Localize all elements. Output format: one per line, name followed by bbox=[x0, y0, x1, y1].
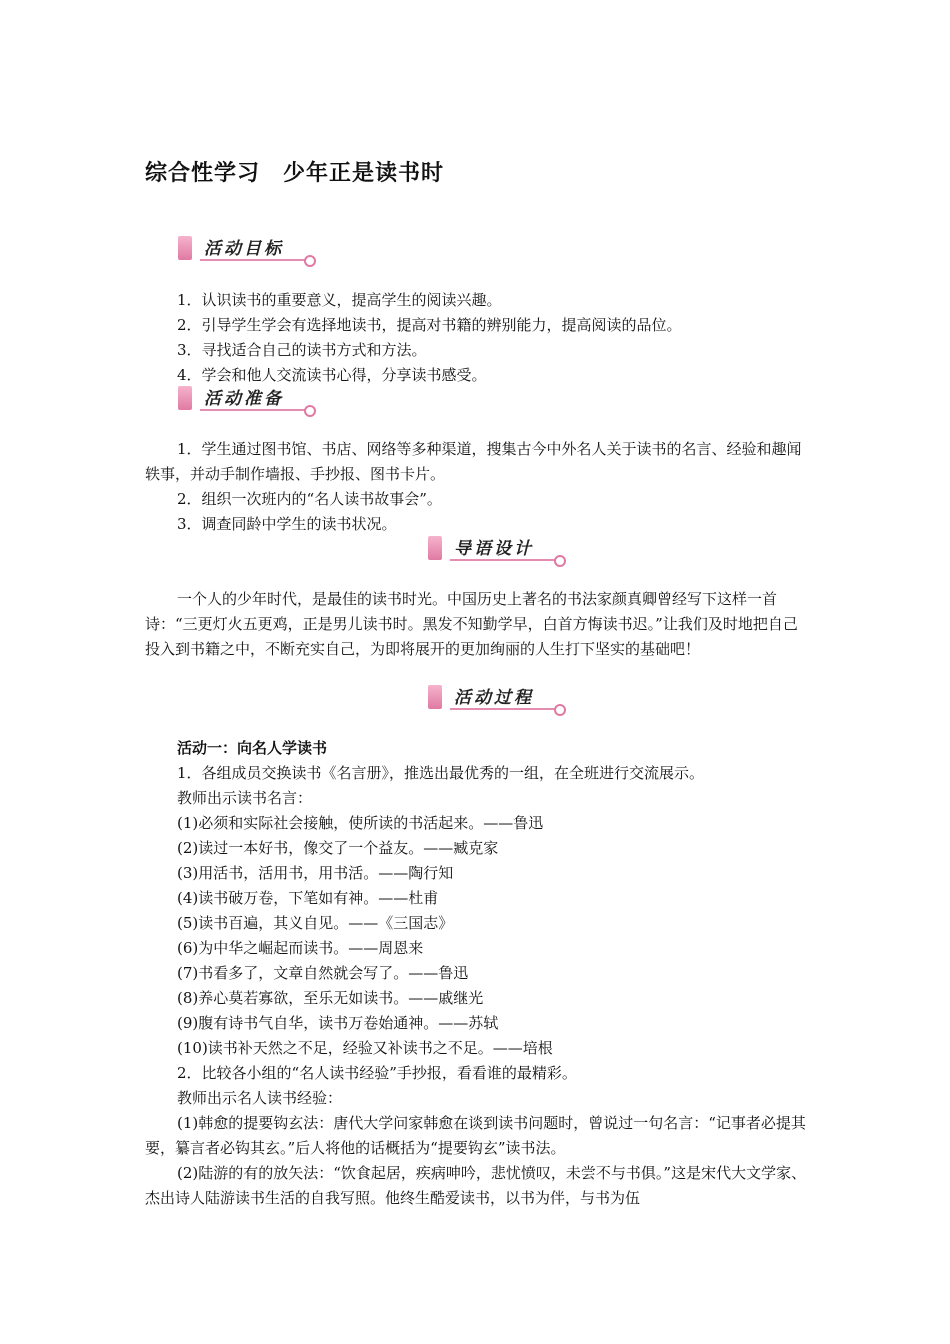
quote-item: (9)腹有诗书气自华，读书万卷始通神。——苏轼 bbox=[177, 1014, 499, 1032]
banner-underline bbox=[200, 259, 306, 261]
section-banner-goals bbox=[178, 234, 318, 264]
intro-text: 一个人的少年时代，是最佳的读书时光。中国历史上著名的书法家颜真卿曾经写下这样一首诗：“三更灯火五更鸡，正是男儿读书时。黑发不知勤学早，白首方悔读书迟。”让我们及时地把自己投入到书籍之中，不断充实自己，为即将展开的更加绚丽的人生打下坚实的基础吧！ bbox=[145, 590, 798, 658]
quote-item: (7)书看多了，文章自然就会写了。——鲁迅 bbox=[177, 964, 469, 982]
banner-dot-icon bbox=[554, 704, 566, 716]
step-1: 1．各组成员交换读书《名言册》，推选出最优秀的一组，在全班进行交流展示。 bbox=[177, 764, 705, 782]
teacher-quotes-label: 教师出示读书名言： bbox=[177, 789, 313, 807]
intro-paragraph bbox=[145, 587, 807, 662]
banner-accent bbox=[178, 386, 192, 410]
banner-label: 导语设计 bbox=[454, 539, 534, 559]
banner-underline bbox=[200, 409, 306, 411]
quote-item: (1)必须和实际社会接触，使所读的书活起来。——鲁迅 bbox=[177, 814, 544, 832]
section-banner-prep bbox=[178, 384, 318, 414]
banner-dot-icon bbox=[554, 555, 566, 567]
banner-accent bbox=[428, 536, 442, 560]
list-item: 2．组织一次班内的“名人读书故事会”。 bbox=[177, 490, 442, 508]
list-item: 4．学会和他人交流读书心得，分享读书感受。 bbox=[177, 366, 487, 384]
banner-underline bbox=[450, 559, 556, 561]
quote-item: (6)为中华之崛起而读书。——周恩来 bbox=[177, 939, 424, 957]
process-body bbox=[145, 736, 807, 1211]
teacher-experience-label: 教师出示名人读书经验： bbox=[177, 1089, 343, 1107]
list-item: 3．调查同龄中学生的读书状况。 bbox=[177, 515, 397, 533]
activity-title: 活动一：向名人学读书 bbox=[177, 739, 328, 757]
banner-label: 活动过程 bbox=[454, 688, 534, 708]
goals-list bbox=[145, 288, 807, 388]
section-banner-intro bbox=[428, 534, 568, 564]
list-item: 2．引导学生学会有选择地读书，提高对书籍的辨别能力，提高阅读的品位。 bbox=[177, 316, 682, 334]
quote-item: (5)读书百遍，其义自见。——《三国志》 bbox=[177, 914, 454, 932]
quote-item: (3)用活书，活用书，用书活。——陶行知 bbox=[177, 864, 454, 882]
banner-accent bbox=[428, 685, 442, 709]
page-title: 综合性学习 少年正是读书时 bbox=[145, 161, 445, 186]
list-item: 1．学生通过图书馆、书店、网络等多种渠道，搜集古今中外名人关于读书的名言、经验和趣闻轶事，并动手制作墙报、手抄报、图书卡片。 bbox=[145, 440, 802, 483]
banner-underline bbox=[450, 708, 556, 710]
banner-label: 活动准备 bbox=[204, 389, 284, 409]
quote-item: (2)读过一本好书，像交了一个益友。——臧克家 bbox=[177, 839, 499, 857]
banner-dot-icon bbox=[304, 405, 316, 417]
quote-item: (10)读书补天然之不足，经验又补读书之不足。——培根 bbox=[177, 1039, 553, 1057]
section-banner-process bbox=[428, 683, 568, 713]
banner-accent bbox=[178, 236, 192, 260]
quote-item: (4)读书破万卷，下笔如有神。——杜甫 bbox=[177, 889, 439, 907]
list-item: 3．寻找适合自己的读书方式和方法。 bbox=[177, 341, 427, 359]
experience-item: (2)陆游的有的放矢法：“饮食起居，疾病呻吟，悲忧愤叹，未尝不与书俱。”这是宋代大文学家、杰出诗人陆游读书生活的自我写照。他终生酷爱读书，以书为伴，与书为伍 bbox=[145, 1164, 807, 1207]
banner-label: 活动目标 bbox=[204, 239, 284, 259]
prep-list bbox=[145, 437, 807, 537]
banner-dot-icon bbox=[304, 255, 316, 267]
experience-item: (1)韩愈的提要钩玄法：唐代大学问家韩愈在谈到读书问题时，曾说过一句名言：“记事者必提其要，纂言者必钩其玄。”后人将他的话概括为“提要钩玄”读书法。 bbox=[145, 1114, 806, 1157]
quote-item: (8)养心莫若寡欲，至乐无如读书。——戚继光 bbox=[177, 989, 484, 1007]
step-2: 2．比较各小组的“名人读书经验”手抄报，看看谁的最精彩。 bbox=[177, 1064, 577, 1082]
list-item: 1．认识读书的重要意义，提高学生的阅读兴趣。 bbox=[177, 291, 502, 309]
